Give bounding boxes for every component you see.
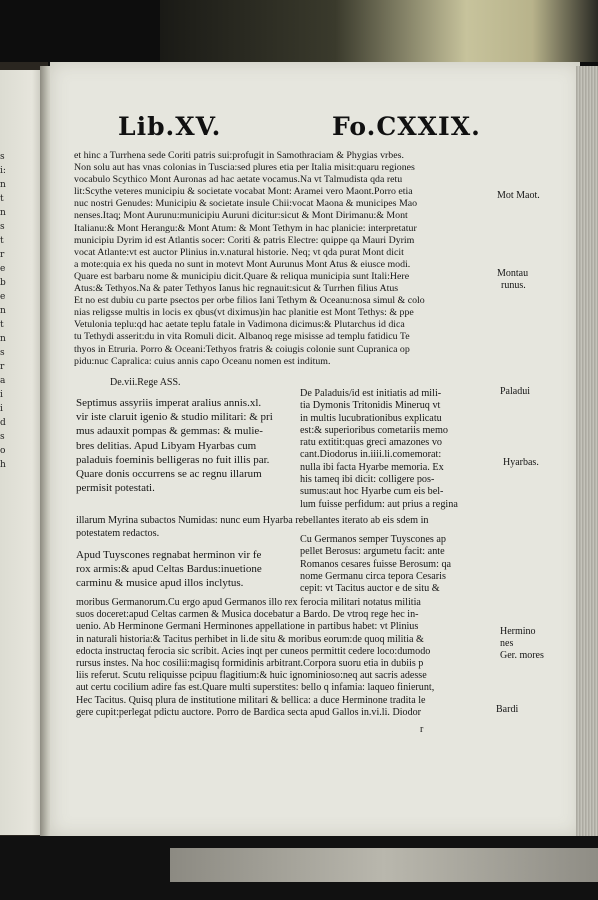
left-margin-letter: s [0,348,5,358]
text-line: nuc nostri Genudes: Municipiu & societate insule Chii:vocat Maona & municipes Mao [74,198,418,210]
text-line: uenio. Ab Herminone Germani Herminones appellatione in partibus habet: vt Plinius [76,621,419,633]
text-line: De Paladuis/id est initiatis ad mili- [300,388,442,399]
text-line: gere cupit:perlegat pdictu auctore. Porro de Bardica secta apud Gallos in.vi.li. Diodor [76,706,422,718]
left-margin-letter: a [0,376,6,386]
left-margin-letter: b [0,278,6,288]
marginal-note-hyarbas: Hyarbas. [503,457,539,468]
bottom-text-block [76,597,486,719]
text-line: liis referut. Scutu reliquisse pcipuu flagitium:& huic ignominioso:neq aut sacris adesse [76,670,427,682]
text-line: pidu:nuc Capralica: cuius annis capo Oceanu nomen est inditum. [74,355,331,367]
text-line: his tameq ibi dicit: colligere pos- [300,474,435,486]
left-margin-letter: t [0,236,4,246]
left-margin-letter: i: [0,166,6,176]
left-column-passage-2 [76,548,298,591]
text-line: cant.Diodorus in.iiii.li.comemorat: [300,449,442,461]
text-line: Quare est barbaru nome & municipiu dicit.Quare & reliqua municipia sunt Itali:Here [74,270,410,282]
text-line: vocabulo Scythico Mont Auronas ad hac aetate vocamus.Na vt Talmudista qda retu [74,174,403,186]
text-line: Hec Tacitus. Quisq plura de institutione militari & bellica: a duce Herminone tradita le [76,694,426,706]
left-margin-letter: e [0,292,6,302]
marginal-note-line: Hermino [500,626,536,637]
text-line: moribus Germanorum.Cu ergo apud Germanos illo rex ferocia militari notatus militia [76,597,421,608]
left-margin-letter: t [0,194,4,204]
text-line: tia Dymonis Tritonidis Mineruq vt [300,400,441,412]
text-line: municipiu Dyrim id est Atlantis socer: Coriti & patris Electre: quippe qa Mauri Dyrim [74,234,415,246]
text-line: lum fuisse perfidum: aut prius a regina [300,498,458,510]
main-text-block [74,150,480,368]
marginal-note-line: Montau [497,268,529,279]
text-line: edocta instructaq ferocia sic scribit. Acies inqt per cuneos permittit cedere loco:dumodo [76,645,431,657]
text-line: ratu extitit:quas greci amazones vo [300,437,443,449]
left-margin-letter: r [0,362,5,372]
text-line: Romanos cesares fuisse Berosum: qa [300,558,452,570]
left-margin-letter: n [0,306,6,316]
marginal-note-line: nes [500,638,514,649]
left-margin-letter: s [0,222,5,232]
text-line: vocat Atlante:vt est auctor Plinius in.v.natural historie. Neq; vt qda purat Mont dicit [74,246,404,258]
text-line: suos doceret:apud Celtas carmen & Musica docebatur a Bardo. De vtroq rege hec in- [76,609,419,621]
text-line: Non solu aut has vnas colonias in Tuscia:sed plures etia per Italia misit:quaru regiones [74,162,415,174]
text-line: est:& superioribus cometariis memo [300,424,448,436]
left-page-margin-letters [0,150,12,472]
text-line: nome Germanu circa tepora Cesaris [300,570,446,582]
running-head [118,112,481,148]
folio-number: Fo.CXXIX. [332,112,481,141]
text-line: in multis lucubrationibus explicatu [300,412,442,424]
left-margin-letter: t [0,320,4,330]
marginal-note-line: runus. [501,280,526,291]
text-line: lit:Scythe veteres municipiu & societate vocabat Mont: Aramei vero Maont.Porro etia [74,186,413,198]
page-edges [576,66,598,836]
right-column-commentary [300,388,484,511]
text-line: illarum Myrina subactos Numidas: nunc eum Hyarba rebellantes iterato ab eis sdem in [76,515,429,526]
left-margin-letter: i [0,404,3,414]
left-margin-letter: n [0,208,6,218]
left-column-passage [76,396,290,495]
left-page-edge [0,70,40,835]
left-margin-letter: r [0,250,5,260]
text-line: et hinc a Turrhena sede Coriti patris sui:profugit in Samothraciam & Phygias vrbes. [74,150,404,161]
catchword: r [420,724,424,735]
text-line: carminu & musice apud illos inclytus. [76,577,244,590]
text-line: nulla ibi facta Hyarbe memoria. Ex [300,461,444,473]
scan-bottom-strip [170,848,598,882]
text-line: Apud Tuyscones regnabat herminon vir fe [76,549,262,561]
book-number: Lib.XV. [118,112,222,141]
text-line: mus adauxit pompas & gemmas: & mulie- [76,425,263,438]
text-line: nias religsse multis in locis ex qbus(vt diximus)in hac planitie est Mont Tethys: & ppe [74,307,414,319]
text-line: tu Tethydi asserit:du in vita Romuli dicit. Albanoq rege misisse ad templu fatidicu Te [74,331,410,343]
text-line: Vetulonia teplu:qd hac aetate teplu fatale in Vadimona dicimus:& Plutarchus id dica [74,319,405,331]
right-column-commentary-2 [300,534,486,595]
text-line: rox armis:& apud Celtas Bardus:inuetione [76,563,262,576]
left-margin-letter: s [0,432,5,442]
left-margin-letter: h [0,460,6,470]
left-margin-letter: n [0,180,6,190]
text-line: Et no est dubiu cu parte psectos per orbe filios Iani Tethym & Oceanu:nosa simul & colo [74,295,425,307]
text-line: rursus instes. Na hoc cosilii:magisq formidinis arbitrant.Corpora suoru etia in dubiis p [76,658,424,670]
marginal-note-bardi: Bardi [496,704,519,715]
marginal-note-line: Ger. mores [500,650,544,661]
text-line: cepit: vt Tacitus auctor e de situ & [300,583,440,595]
text-line: bres delitias. Apud Libyam Hyarbas cum [76,439,257,452]
text-line: Cu Germanos semper Tuyscones ap [300,534,447,545]
left-margin-letter: s [0,152,5,162]
text-line: vir iste claruit igenio & studio militari: & pri [76,411,273,424]
text-line: thyos in Etruria. Porro & Oceani:Tethyos fratris & coiugis colonie sunt Cupranica op [74,343,410,355]
text-line: Atus:& Tethyos.Na & pater Tethyos Ianus hic regnauit:sicut & Turrhen filius Atus [74,283,399,295]
section-rubric: De.vii.Rege ASS. [110,377,181,388]
scan-background-top [160,0,598,62]
text-line: Quare donis occurrens se ac regnu illarum [76,468,262,481]
marginal-note-paladui: Paladui [500,386,530,397]
text-line: nenses.Itaq; Mont Aurunu:municipiu Auruni dicitur:sicut & Mont Dirimanu:& Mont [74,210,408,222]
marginal-note-mot-maot: Mot Maot. [497,190,540,201]
text-line: permisit potestati. [76,482,155,495]
left-margin-letter: i [0,390,3,400]
text-line: Septimus assyriis imperat aralius annis.xl. [76,397,262,409]
text-line: sumus:aut hoc Hyarbe cum eis bel- [300,486,444,498]
left-margin-letter: n [0,334,6,344]
text-line: paladuis foeminis belligeras no fuit illis par. [76,453,270,466]
text-line: Italianu:& Mont Herangu:& Mont Atum: & Mont Tethym in hac planicie: interpretatur [74,222,417,234]
text-line: pellet Berosus: argumetu facit: ante [300,546,445,558]
text-line: aut certu cocilium adire fas est.Quare multi superstites: bello q infamia: laqueo finierunt, [76,682,435,694]
left-margin-letter: o [0,446,6,456]
text-line: in naturali historia:& Tacitus perhibet in li.de situ & moribus eorum:de quoq militia & [76,633,424,645]
marginal-note-herminones [500,626,544,662]
marginal-note-montaurunus [497,268,528,292]
left-margin-letter: e [0,264,6,274]
text-line: potestatem redactos. [76,528,160,539]
left-margin-letter: d [0,418,6,428]
text-line: a mote:quia ex his queda no sunt in motevt Mont Aurunus Mont Atus & eiusce modi. [74,258,411,270]
full-width-line [76,514,429,540]
